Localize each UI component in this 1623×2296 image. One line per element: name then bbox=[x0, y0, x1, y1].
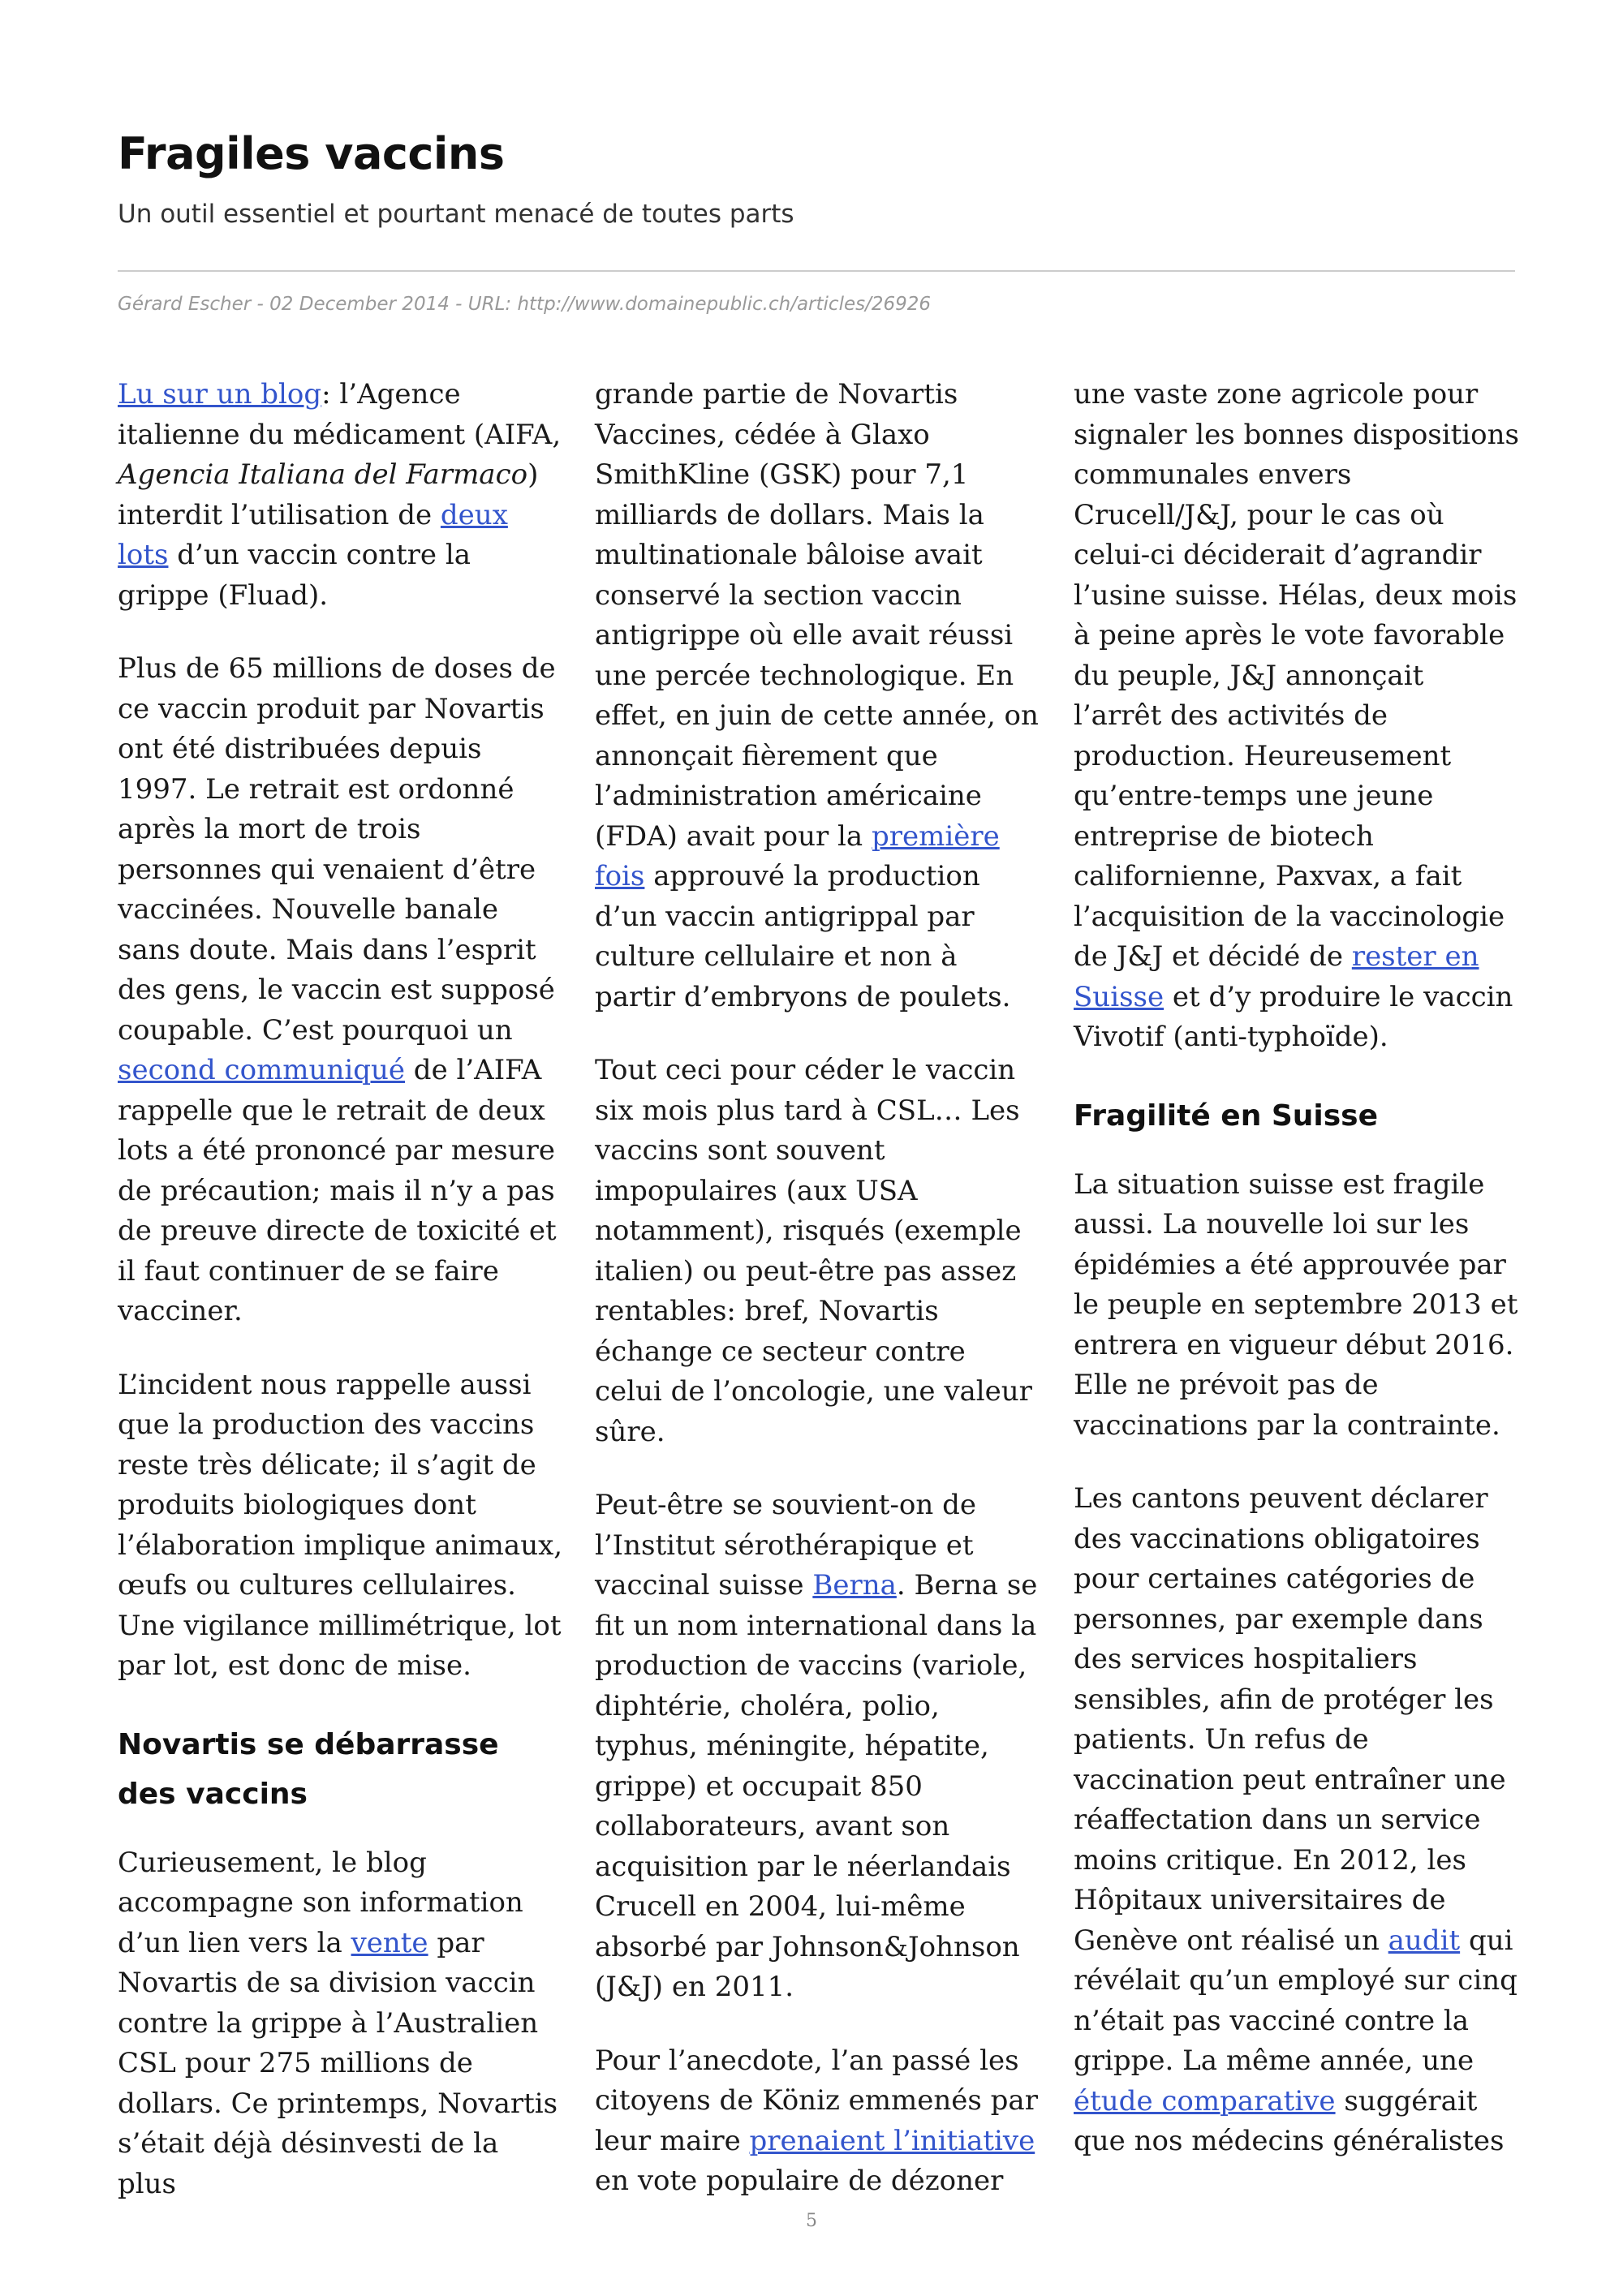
section-heading: Fragilité en Suisse bbox=[1074, 1099, 1379, 1133]
paragraph: La situation suisse est fragile aussi. La nouvelle loi sur les épidémies a été approuvée par le peuple en septembre 2013 et entrera en vigueur début 2016. Elle ne prévoit pas de vaccinations par la contrainte. bbox=[1074, 1167, 1518, 1442]
link-premiere-fois[interactable]: première fois bbox=[595, 819, 1000, 892]
link-rester-en-suisse[interactable]: rester en Suisse bbox=[1074, 940, 1479, 1013]
link-lu-sur-un-blog[interactable]: Lu sur un blog bbox=[118, 378, 322, 411]
link-deux-lots[interactable]: deux lots bbox=[118, 498, 508, 571]
link-second-communique[interactable]: second communiqué bbox=[118, 1054, 405, 1086]
paragraph: Tout ceci pour céder le vaccin six mois plus tard à CSL… Les vaccins sont souvent impopulaires (aux USA notamment), risqués (exemple italien) ou peut-être pas assez rentables: bref, Novartis échange ce secteur contre celui de l’oncologie, une valeur sûre. bbox=[595, 1054, 1032, 1448]
link-vente[interactable]: vente bbox=[351, 1926, 428, 1959]
link-etude-comparative[interactable]: étude comparative bbox=[1074, 2084, 1336, 2118]
paragraph: L’incident nous rappelle aussi que la production des vaccins reste très délicate; il s’agit de produits biologiques dont l’élaboration implique animaux, œufs ou cultures cellulaires. Une vigilance millimétrique, lot par lot, est donc de mise. bbox=[118, 1368, 563, 1682]
paragraph: Lu sur un blog: l’Agence italienne du médicament (AIFA, Agencia Italiana del Farmaco) interdit l’utilisation de deux lots d’un vaccin contre la grippe (Fluad). bbox=[118, 378, 562, 612]
column-1 bbox=[118, 375, 564, 2238]
link-prenaient-initiative[interactable]: prenaient l’initiative bbox=[749, 2124, 1035, 2157]
link-berna[interactable]: Berna bbox=[812, 1569, 897, 1602]
column-3 bbox=[1074, 375, 1520, 2195]
paragraph: grande partie de Novartis Vaccines, cédée à Glaxo SmithKline (GSK) pour 7,1 milliards de dollars. Mais la multinationale bâloise avait conservé la section vaccin antigrippe où elle avait réussi une percée technologique. En effet, en juin de cette année, on annonçait fièrement que l’administration américaine (FDA) avait pour la première fois approuvé la production d’un vaccin antigrippal par culture cellulaire et non à partir d’embryons de poulets. bbox=[595, 378, 1039, 1013]
paragraph: Plus de 65 millions de doses de ce vaccin produit par Novartis ont été distribuées depuis 1997. Le retrait est ordonné après la mort de trois personnes qui venaient d’être vaccinées. Nouvelle banale sans doute. Mais dans l’esprit des gens, le vaccin est supposé coupable. C’est pourquoi un second communiqué de l’AIFA rappelle que le retrait de deux lots a été prononcé par mesure de précaution; mais il n’y a pas de preuve directe de toxicité et il faut continuer de se faire vacciner. bbox=[118, 652, 557, 1327]
paragraph: Curieusement, le blog accompagne son information d’un lien vers la vente par Novartis de sa division vaccin contre la grippe à l’Australien CSL pour 275 millions de dollars. Ce printemps, Novartis s’était déjà désinvesti de la plus bbox=[118, 1846, 558, 2200]
paragraph: une vaste zone agricole pour signaler les bonnes dispositions communales envers Crucell/J&J, pour le cas où celui-ci déciderait d’agrandir l’usine suisse. Hélas, deux mois à peine après le vote favorable du peuple, J&J annonçait l’arrêt des activités de production. Heureusement qu’entre-temps une jeune entreprise de biotech californienne, Paxvax, a fait l’acquisition de la vaccinologie de J&J et décidé de rester en Suisse et d’y produire le vaccin Vivotif (anti-typhoïde). bbox=[1074, 378, 1519, 1053]
emphasis: Agencia Italiana del Farmaco bbox=[118, 458, 528, 491]
link-audit[interactable]: audit bbox=[1388, 1924, 1461, 1957]
page-number: 5 bbox=[806, 2211, 817, 2231]
paragraph: Pour l’anecdote, l’an passé les citoyens de Köniz emmenés par leur maire prenaient l’initiative en vote populaire de dézoner bbox=[595, 2044, 1038, 2197]
article-subtitle: Un outil essentiel et pourtant menacé de toutes parts bbox=[118, 200, 794, 229]
article-meta: Gérard Escher - 02 December 2014 - URL: http://www.domainepublic.ch/articles/26926 bbox=[118, 294, 932, 315]
column-2 bbox=[595, 375, 1041, 2235]
article-title: Fragiles vaccins bbox=[118, 128, 505, 179]
paragraph: Peut-être se souvient-on de l’Institut sérothérapique et vaccinal suisse Berna. Berna se fit un nom international dans la production de vaccins (variole, diphtérie, choléra, polio, typhus, méningite, hépatite, grippe) et occupait 850 collaborateurs, avant son acquisition par le néerlandais Crucell en 2004, lui-même absorbé par Johnson&Johnson (J&J) en 2011. bbox=[595, 1489, 1038, 2003]
section-heading: Novartis se débarrasse des vaccins bbox=[118, 1727, 499, 1811]
header-divider bbox=[118, 270, 1515, 272]
paragraph: Les cantons peuvent déclarer des vaccinations obligatoires pour certaines catégories de personnes, par exemple dans des services hospitaliers sensibles, afin de protéger les patients. Un refus de vaccination peut entraîner une réaffectation dans un service moins critique. En 2012, les Hôpitaux universitaires de Genève ont réalisé un audit qui révélait qu’un employé sur cinq n’était pas vacciné contre la grippe. La même année, une étude comparative suggérait que nos médecins généralistes bbox=[1074, 1482, 1518, 2157]
